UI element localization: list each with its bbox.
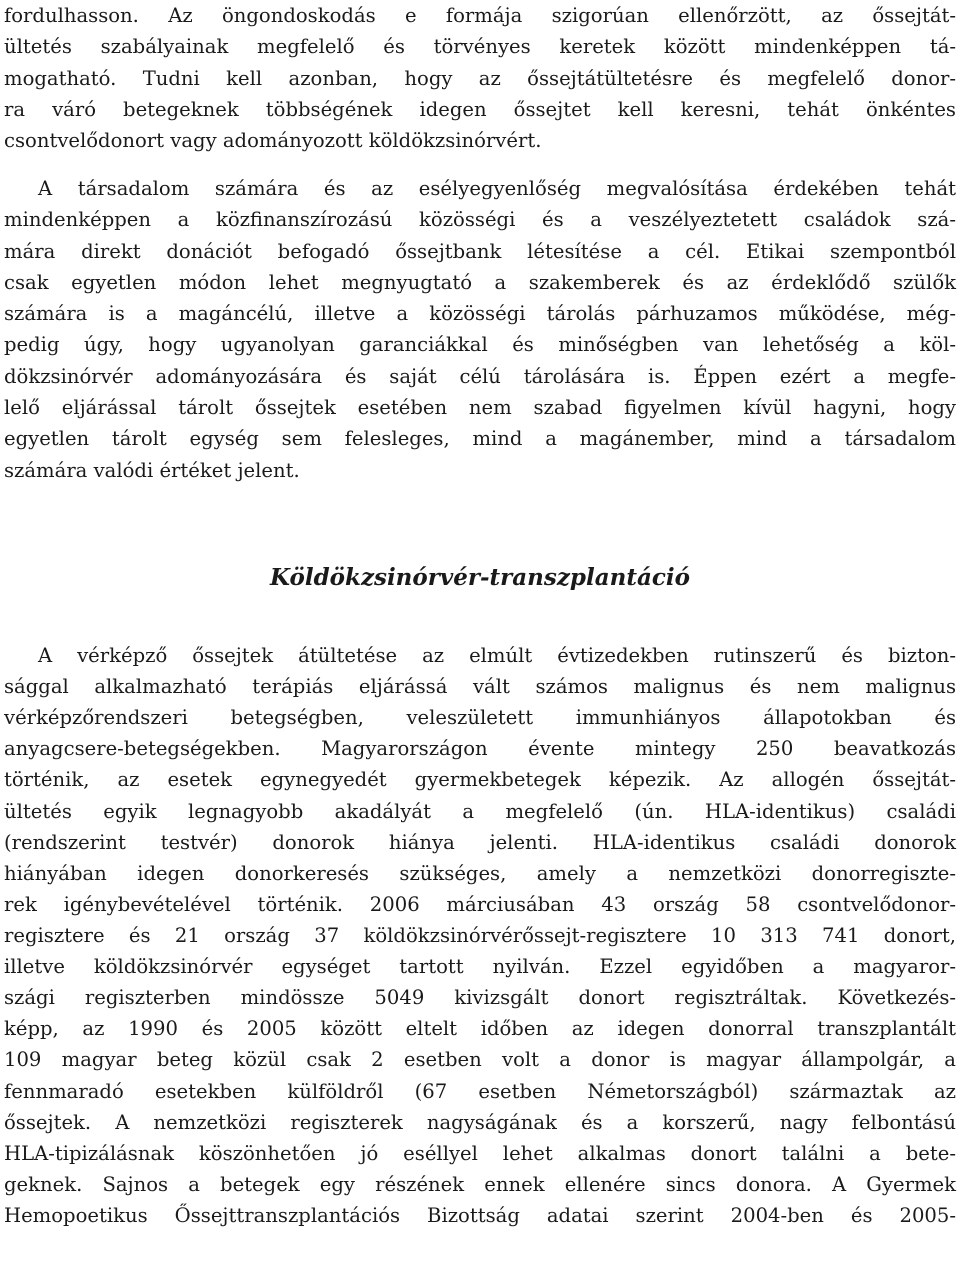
text-line: mindenképpen a közfinanszírozású közösségi és a veszélyeztetett családok szá- [4,208,956,232]
text-line: pedig úgy, hogy ugyanolyan garanciákkal és minőségben van lehetőség a köl- [4,333,956,357]
text-line: rek igénybevételével történik. 2006 márciusában 43 ország 58 csontvelődonor- [4,892,956,916]
text-line: csak egyetlen módon lehet megnyugtató a szakemberek és az érdeklődő szülők [4,270,956,294]
text-line: A vérképző őssejtek átültetése az elmúlt évtizedekben rutinszerű és bizton- [38,644,956,667]
text-line: számára is a magáncélú, illetve a közösségi tárolás párhuzamos működése, még- [4,302,956,326]
paragraph-continuation [4,0,956,156]
text-line: fennmaradó esetekben külföldről (67 esetben Németországból) származtak az [4,1079,956,1103]
text-line: anyagcsere-betegségekben. Magyarországon évente mintegy 250 beavatkozás [4,737,956,761]
text-line: dökzsinórvér adományozására és saját célú tárolására is. Éppen ezért a megfe- [4,364,956,388]
text-line: fordulhasson. Az öngondoskodás e formája szigorúan ellenőrzött, az őssejtát- [4,4,956,27]
text-line: A társadalom számára és az esélyegyenlőség megvalósítása érdekében tehát [38,177,956,200]
text-line: csontvelődonort vagy adományozott köldökzsinórvért. [4,129,542,153]
paragraph-transplantation [4,640,956,1231]
text-line: szági regiszterben mindössze 5049 kivizsgált donort regisztráltak. Következés- [4,986,956,1010]
text-line: képp, az 1990 és 2005 között eltelt időben az idegen donorral transzplantált [4,1017,956,1041]
text-line: sággal alkalmazható terápiás eljárássá vált számos malignus és nem malignus [4,675,956,699]
text-line: illetve köldökzsinórvér egységet tartott nyilván. Ezzel egyidőben a magyaror- [4,955,956,979]
text-line: regisztere és 21 ország 37 köldökzsinórvérőssejt-regisztere 10 313 741 donort, [4,923,956,947]
text-line: őssejtek. A nemzetközi regiszterek nagyságának és a korszerű, nagy felbontású [4,1110,956,1134]
section-heading: Köldökzsinórvér-transzplantáció [270,564,690,591]
text-line: történik, az esetek egynegyedét gyermekbetegek képezik. Az allogén őssejtát- [4,768,956,792]
text-line: egyetlen tárolt egység sem felesleges, mind a magánember, mind a társadalom [4,427,956,451]
text-line: vérképzőrendszeri betegségben, veleszületett immunhiányos állapotokban és [4,706,956,730]
text-line: mára direkt donációt befogadó őssejtbank létesítése a cél. Etikai szempontból [4,239,956,263]
text-line: ra váró betegeknek többségének idegen őssejtet kell keresni, tehát önkéntes [4,97,956,121]
paragraph-public-bank [4,173,956,486]
text-line: ültetés szabályainak megfelelő és törvényes keretek között mindenképpen tá- [4,35,956,59]
text-line: 109 magyar beteg közül csak 2 esetben volt a donor is magyar állampolgár, a [4,1048,956,1072]
text-line: Hemopoetikus Őssejttranszplantációs Bizottság adatai szerint 2004-ben és 2005- [4,1203,956,1227]
text-line: mogatható. Tudni kell azonban, hogy az őssejtátültetésre és megfelelő donor- [4,66,956,90]
text-line: ültetés egyik legnagyobb akadályát a megfelelő (ún. HLA-identikus) családi [4,799,956,823]
text-line: geknek. Sajnos a betegek egy részének ennek ellenére sincs donora. A Gyermek [4,1172,956,1196]
text-line: lelő eljárással tárolt őssejtek esetében nem szabad figyelmen kívül hagyni, hogy [4,396,956,420]
text-line: HLA-tipizálásnak köszönhetően jó eséllyel lehet alkalmas donort találni a bete- [4,1141,956,1165]
text-line: (rendszerint testvér) donorok hiánya jelenti. HLA-identikus családi donorok [4,830,956,854]
text-line: hiányában idegen donorkeresés szükséges, amely a nemzetközi donorregiszte- [4,861,956,885]
text-line: számára valódi értéket jelent. [4,458,300,482]
